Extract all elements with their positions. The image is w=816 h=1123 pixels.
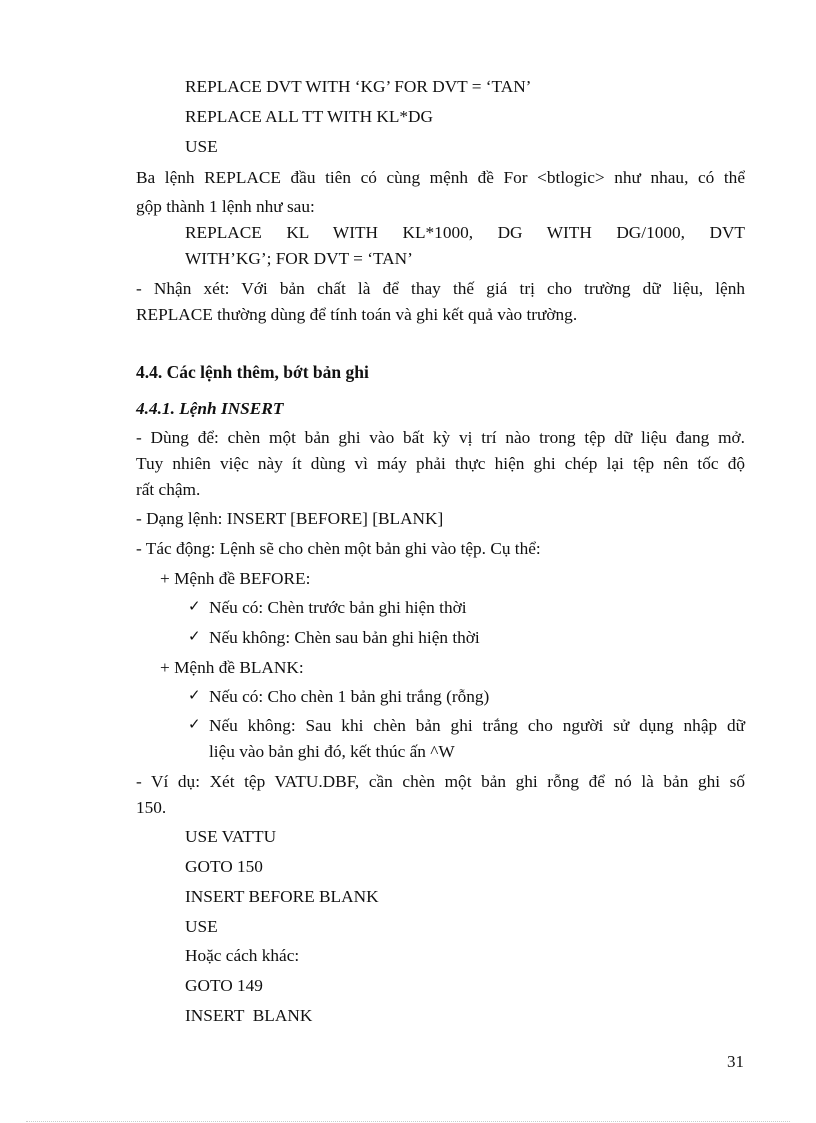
purpose-line: Tuy nhiên việc này ít dùng vì máy phải thực hiện ghi chép lại tệp nên tốc độ xyxy=(136,454,745,473)
check-icon: ✓ xyxy=(188,599,201,615)
subsection-heading: 4.4.1. Lệnh INSERT xyxy=(136,399,284,418)
code-line: REPLACE KL WITH KL*1000, DG WITH DG/1000, DVT xyxy=(185,223,745,242)
code-line: REPLACE DVT WITH ‘KG’ FOR DVT = ‘TAN’ xyxy=(185,77,532,96)
code-line: REPLACE ALL TT WITH KL*DG xyxy=(185,107,434,126)
bullet-item: Nếu không: Sau khi chèn bản ghi trắng cho người sử dụng nhập dữ xyxy=(209,716,745,735)
code-line: USE xyxy=(185,137,218,156)
paragraph-line: gộp thành 1 lệnh như sau: xyxy=(136,197,315,216)
code-line: Hoặc cách khác: xyxy=(185,946,300,965)
effect-line: - Tác động: Lệnh sẽ cho chèn một bản ghi vào tệp. Cụ thể: xyxy=(136,539,541,558)
remark-line: REPLACE thường dùng để tính toán và ghi kết quả vào trường. xyxy=(136,305,578,324)
example-line: 150. xyxy=(136,798,167,817)
purpose-line: - Dùng để: chèn một bản ghi vào bất kỳ vị trí nào trong tệp dữ liệu đang mở. xyxy=(136,428,745,447)
bullet-item: Nếu không: Chèn sau bản ghi hiện thời xyxy=(209,628,480,647)
check-icon: ✓ xyxy=(188,629,201,645)
blank-clause: + Mệnh đề BLANK: xyxy=(160,658,304,677)
code-line: USE VATTU xyxy=(185,827,277,846)
remark-line: - Nhận xét: Với bản chất là để thay thế giá trị cho trường dữ liệu, lệnh xyxy=(136,279,745,298)
code-line: INSERT BEFORE BLANK xyxy=(185,887,379,906)
check-icon: ✓ xyxy=(188,717,201,733)
purpose-line: rất chậm. xyxy=(136,480,201,499)
before-clause: + Mệnh đề BEFORE: xyxy=(160,569,311,588)
page-number: 31 xyxy=(727,1052,744,1071)
code-line: WITH’KG’; FOR DVT = ‘TAN’ xyxy=(185,249,413,268)
bullet-item: Nếu có: Cho chèn 1 bản ghi trắng (rỗng) xyxy=(209,687,490,706)
example-line: - Ví dụ: Xét tệp VATU.DBF, cần chèn một bản ghi rỗng để nó là bản ghi số xyxy=(136,772,745,791)
check-icon: ✓ xyxy=(188,688,201,704)
bullet-item: liệu vào bản ghi đó, kết thúc ấn ^W xyxy=(209,742,455,761)
code-line: GOTO 150 xyxy=(185,857,263,876)
bullet-item: Nếu có: Chèn trước bản ghi hiện thời xyxy=(209,598,467,617)
section-heading: 4.4. Các lệnh thêm, bớt bản ghi xyxy=(136,362,369,382)
syntax-line: - Dạng lệnh: INSERT [BEFORE] [BLANK] xyxy=(136,509,444,528)
code-line: USE xyxy=(185,917,218,936)
code-line: GOTO 149 xyxy=(185,976,263,995)
paragraph-line: Ba lệnh REPLACE đầu tiên có cùng mệnh đề For <btlogic> như nhau, có thể xyxy=(136,168,745,187)
code-line: INSERT BLANK xyxy=(185,1006,313,1025)
bottom-divider xyxy=(26,1121,790,1122)
